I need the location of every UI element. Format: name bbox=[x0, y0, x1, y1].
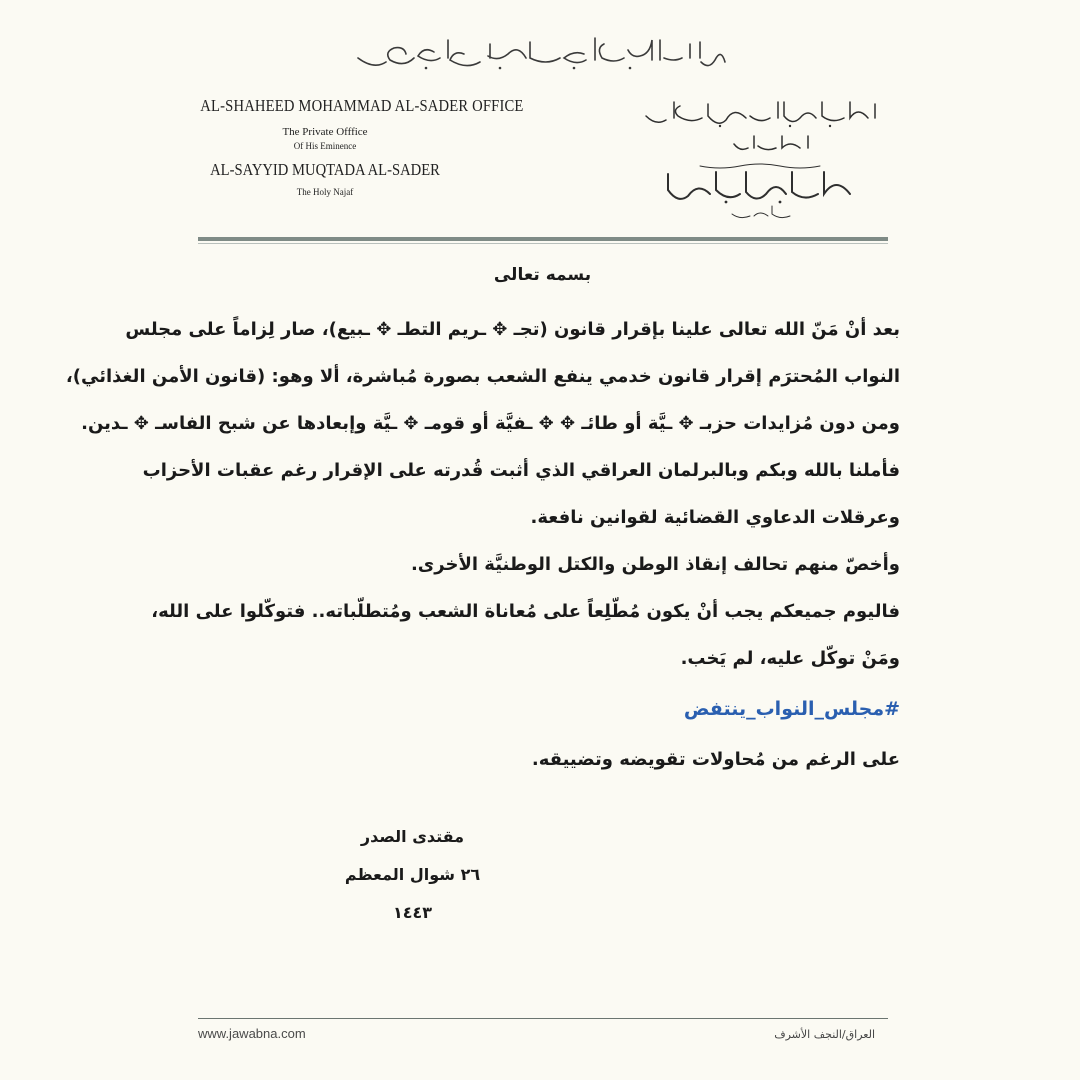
letter-line-4: فأملنا بالله وبكم وبالبرلمان العراقي الذي أثبت قُدرته على الإقرار رغم عقبات الأحزاب bbox=[142, 460, 900, 481]
footer-location: العراق/النجف الأشرف bbox=[774, 1028, 875, 1041]
letter-closing-line: على الرغم من مُحاولات تقويضه وتضييقه. bbox=[531, 749, 900, 770]
footer-divider bbox=[198, 1018, 888, 1019]
letter-line-6: وأخصّ منهم تحالف إنقاذ الوطن والكتل الوطنيَّة الأخرى. bbox=[410, 554, 900, 575]
hashtag-link[interactable]: #مجلس_النواب_ينتفض bbox=[683, 698, 900, 720]
letter-opening-title: بسمه تعالى bbox=[493, 265, 592, 285]
letter-line-7: فاليوم جميعكم يجب أنْ يكون مُطّلِعاً على مُعاناة الشعب ومُتطلّباته.. فتوكّلوا على الله، bbox=[151, 601, 900, 622]
private-office-en: The Private Offfice bbox=[282, 126, 368, 138]
basmala-calligraphy bbox=[330, 28, 750, 78]
signature-name: مقتدى الصدر bbox=[360, 827, 465, 846]
letter-line-3: ومن دون مُزايدات حزبـ ✥ ـيَّة أو طائـ ✥ ✥ ـفيَّة أو قومـ ✥ ـيَّة وإبعادها عن شبح الفاسـ ✥ ـدين. bbox=[81, 413, 900, 434]
holy-najaf-en: The Holy Najaf bbox=[296, 187, 354, 197]
signature-date: ٢٦ شوال المعظم ١٤٤٣ bbox=[344, 865, 481, 922]
arabic-letterhead-calligraphy bbox=[630, 90, 890, 230]
letter-line-1: بعد أنْ مَنّ الله تعالى علينا بإقرار قانون (تجـ ✥ ـريم التطـ ✥ ـبيع)، صار لِزاماً على مجلس bbox=[125, 319, 900, 340]
sayyid-name-en: AL-SAYYID MUQTADA AL-SADER bbox=[210, 160, 440, 179]
letter-line-5: وعرقلات الدعاوي القضائية لقوانين نافعة. bbox=[530, 507, 900, 528]
footer-website: www.jawabna.com bbox=[198, 1026, 306, 1041]
of-his-eminence-en: Of His Eminence bbox=[293, 141, 357, 151]
arabic-letterhead-art bbox=[630, 90, 890, 230]
basmala-calligraphy-art bbox=[330, 28, 750, 78]
letter-line-2: النواب المُحترَم إقرار قانون خدمي ينفع الشعب بصورة مُباشرة، ألا وهو: (قانون الأمن الغذائي)، bbox=[65, 366, 900, 387]
header-divider bbox=[198, 237, 888, 241]
letter-line-8: ومَنْ توكّل عليه، لم يَخب. bbox=[680, 648, 900, 669]
english-letterhead bbox=[180, 96, 524, 206]
office-name-en: AL-SHAHEED MOHAMMAD AL-SADER OFFICE bbox=[200, 96, 524, 115]
letter-body bbox=[65, 262, 900, 783]
signature-block bbox=[325, 818, 500, 932]
